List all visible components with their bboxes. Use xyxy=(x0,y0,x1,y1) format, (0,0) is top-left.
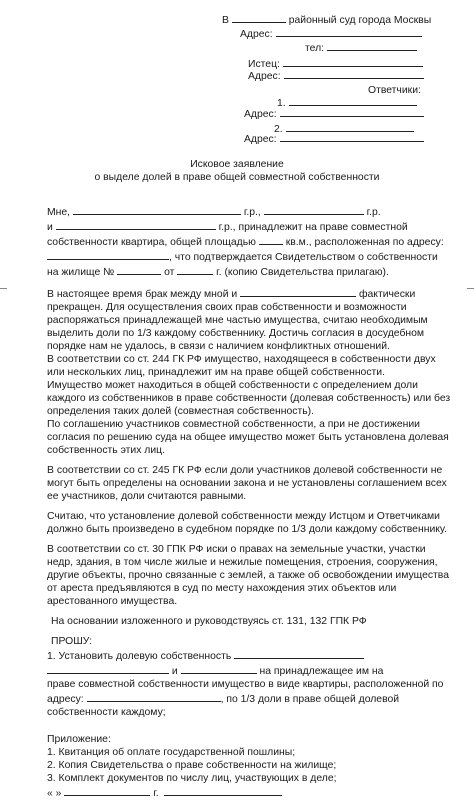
attachments-heading: Приложение: xyxy=(47,734,111,745)
paragraph-line: Считаю, что установление долевой собственности между Истцом и Ответчиками xyxy=(47,511,440,522)
plaintiff-blank[interactable] xyxy=(283,56,423,67)
legal-basis-line: На основании изложенного и руководствуясь ст. 131, 132 ГПК РФ xyxy=(51,616,367,627)
defendant-2-address-line xyxy=(244,131,424,146)
paragraph-line: Имущество может находиться в общей собственности с определением доли xyxy=(47,380,418,391)
owner-1-blank[interactable] xyxy=(73,204,241,215)
spouse-blank[interactable] xyxy=(240,286,356,297)
document-title: Исковое заявление xyxy=(190,159,284,170)
attachment-item: 3. Комплект документов по числу лиц, участвующих в деле; xyxy=(47,773,337,784)
paragraph-line: могут быть определены на основании закона и не установлены соглашением всех xyxy=(47,478,447,489)
court-address-label: Адрес: xyxy=(240,29,273,40)
marriage-line-1 xyxy=(47,286,422,301)
paragraph-line: или нескольких лиц, принадлежит им на праве общей собственности. xyxy=(47,367,385,378)
defendant-1-number: 1. xyxy=(277,98,286,109)
request-address-blank[interactable] xyxy=(87,691,221,702)
spacer xyxy=(47,457,422,464)
spacer xyxy=(47,536,422,543)
text: от xyxy=(164,267,175,278)
court-prefix: В xyxy=(222,15,229,26)
intro-line-2 xyxy=(47,219,422,234)
left-margin-mark xyxy=(0,288,7,289)
text: г. xyxy=(153,788,159,799)
text: на принадлежащее им на xyxy=(259,666,384,677)
paragraph-line: каждого из собственников в праве собственности (долевая собственность) или без xyxy=(47,393,451,404)
paragraph-line: определения таких долей (совместная собственность). xyxy=(47,406,315,417)
share-owner-b-blank[interactable] xyxy=(181,663,257,674)
intro-line-3 xyxy=(47,234,444,249)
date-line xyxy=(47,785,422,800)
share-owners-blank[interactable] xyxy=(234,648,364,659)
intro-line-5 xyxy=(47,264,422,279)
paragraph-line: от ареста предъявляются в суд по месту нахождения этих объектов или xyxy=(47,583,397,594)
paragraph-line: другие объекты, прочно связанные с землей, а также об освобождении имущества xyxy=(47,570,449,581)
paragraph-line: распоряжаться принадлежащей мне частью имущества, считаю необходимым xyxy=(47,315,428,326)
document-subtitle: о выделе долей в праве общей совместной собственности xyxy=(94,172,380,183)
paragraph-line: В соответствии со ст. 245 ГК РФ если доли участников долевой собственности не xyxy=(47,465,443,476)
plaintiff-address-label: Адрес: xyxy=(248,71,281,82)
court-phone-line xyxy=(305,40,417,55)
spacer xyxy=(47,628,422,635)
attachment-item: 2. Копия Свидетельства о праве собственности на жилище; xyxy=(47,760,337,771)
defendants-label: Ответчики: xyxy=(368,85,421,96)
court-address-line xyxy=(240,26,422,41)
text: , по 1/3 доли в праве общей долевой xyxy=(220,694,400,705)
spacer xyxy=(47,719,422,726)
plaintiff-address-line xyxy=(248,68,424,83)
spacer xyxy=(47,608,422,615)
intro-line-1 xyxy=(47,204,422,219)
request-line-4 xyxy=(47,691,422,706)
paragraph-line: порядке нам не удалось, в связи с наличием конфликтных отношений. xyxy=(47,341,390,352)
attachment-item: 1. Квитанция об оплате государственной пошлины; xyxy=(47,747,296,758)
request-heading: ПРОШУ: xyxy=(51,636,93,647)
share-owner-a-blank[interactable] xyxy=(47,663,169,674)
certificate-number-blank[interactable] xyxy=(117,264,161,275)
text: на жилище № xyxy=(47,267,115,278)
spacer xyxy=(47,503,422,510)
paragraph-line: В соответствии со ст. 30 ГПК РФ иски о правах на земельные участки, участки xyxy=(47,544,426,555)
signature-blank[interactable] xyxy=(164,785,282,796)
text: фактически xyxy=(358,289,416,300)
defendant-2-address-label: Адрес: xyxy=(244,134,277,145)
text: , что подтверждается Свидетельством о собственности xyxy=(169,252,438,263)
intro-line-4 xyxy=(47,249,438,264)
paragraph-line: ее участников, доли считаются равными. xyxy=(47,491,247,502)
text: В настоящее время брак между мной и xyxy=(47,289,238,300)
paragraph-line: должно быть произведено в судебном порядке по 1/3 доли каждому собственнику. xyxy=(47,524,447,535)
text: г. (копию Свидетельства прилагаю). xyxy=(216,267,389,278)
defendant-1-blank[interactable] xyxy=(289,95,417,106)
request-line-2 xyxy=(47,663,422,678)
court-line xyxy=(222,12,431,27)
paragraph-line: арестованного имущества. xyxy=(47,596,178,607)
spacer xyxy=(47,279,422,286)
text: г.р., xyxy=(243,207,261,218)
court-phone-blank[interactable] xyxy=(327,40,417,51)
request-line-3: праве совместной собственности имущество в виде квартиры, расположенной по xyxy=(47,679,444,690)
spacer xyxy=(47,726,422,733)
defendant-2-number: 2. xyxy=(274,124,283,135)
date-blank[interactable] xyxy=(64,785,150,796)
text: г.р. xyxy=(366,207,381,218)
court-blank[interactable] xyxy=(232,12,286,23)
text: собственности квартира, общей площадью xyxy=(47,237,256,248)
request-line-5: собственности каждому; xyxy=(47,707,166,718)
court-name: районный суд города Москвы xyxy=(288,15,432,26)
paragraph-line: выделить доли по 1/3 каждому собственнику. Достичь согласия в досудебном xyxy=(47,328,425,339)
owner-2-blank[interactable] xyxy=(264,204,364,215)
text: « » xyxy=(47,788,62,799)
right-margin-mark xyxy=(467,288,474,289)
request-line-1 xyxy=(47,648,422,663)
defendant-1-address-label: Адрес: xyxy=(244,109,277,120)
text: адресу: xyxy=(47,694,84,705)
plaintiff-address-blank[interactable] xyxy=(284,68,424,79)
defendant-1-address-line xyxy=(244,106,424,121)
text: и xyxy=(47,222,53,233)
court-phone-label: тел: xyxy=(305,43,325,54)
owner-3-blank[interactable] xyxy=(56,219,216,230)
area-blank[interactable] xyxy=(259,234,283,245)
paragraph-line: собственность этих лиц. xyxy=(47,445,165,456)
document-body xyxy=(47,204,451,800)
text: г.р., принадлежит на праве совместной xyxy=(218,222,408,233)
certificate-date-blank[interactable] xyxy=(177,264,213,275)
plaintiff-label: Истец: xyxy=(248,59,280,70)
text: Мне, xyxy=(47,207,71,218)
paragraph-line: По соглашению участников совместной собственности, а при не достижении xyxy=(47,419,420,430)
paragraph-line: недр, здания, в том числе жилые и нежилые помещения, строения, сооружения, xyxy=(47,557,438,568)
apartment-address-blank[interactable] xyxy=(47,249,169,260)
text: и xyxy=(171,666,178,677)
paragraph-line: прекращен. Для осуществления своих прав собственности и возможности xyxy=(47,302,407,313)
paragraph-line: В соответствии со ст. 244 ГК РФ имущество, находящееся в собственности двух xyxy=(47,354,436,365)
paragraph-line: согласия по решению суда на общее имущество может быть установлена долевая xyxy=(47,432,449,443)
text: кв.м., расположенная по адресу: xyxy=(285,237,444,248)
defendant-2-address-blank[interactable] xyxy=(280,131,424,142)
text: 1. Установить долевую собственность xyxy=(47,651,232,662)
defendant-1-address-blank[interactable] xyxy=(280,106,424,117)
court-address-blank[interactable] xyxy=(276,26,422,37)
